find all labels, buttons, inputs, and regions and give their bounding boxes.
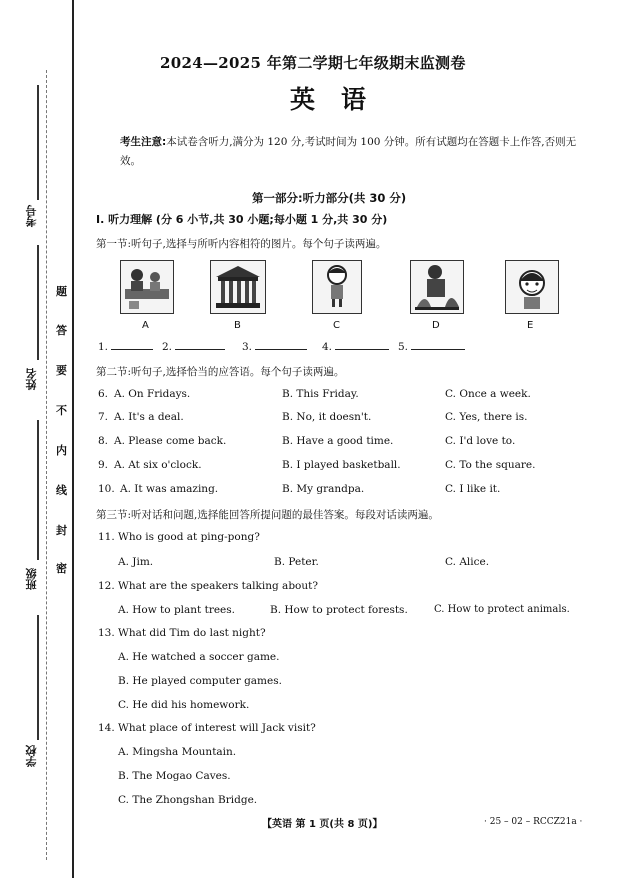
class-label: 班级 — [25, 568, 38, 590]
option-a[interactable]: A. Jim. — [118, 556, 154, 568]
seal-char: 封 — [56, 524, 67, 537]
option-a[interactable]: A. On Fridays. — [114, 388, 191, 400]
exam-title: 2024—2025 年第二学期七年级期末监测卷 — [160, 54, 466, 72]
blank-number: 2. — [162, 341, 173, 353]
notice-label: 考生注意: — [120, 136, 167, 148]
answer-blank-3[interactable] — [242, 341, 307, 353]
answer-blank-4[interactable] — [322, 341, 389, 353]
option-b[interactable]: B. How to protect forests. — [270, 604, 408, 616]
option-a[interactable]: A. It was amazing. — [120, 483, 219, 495]
blank-number: 1. — [98, 341, 109, 353]
question-stem: 12. What are the speakers talking about? — [98, 580, 318, 592]
option-c[interactable]: C. He did his homework. — [118, 699, 250, 711]
option-c[interactable]: C. I like it. — [445, 483, 501, 495]
option-a[interactable]: A. Mingsha Mountain. — [118, 746, 237, 758]
exam-no-label: 考号 — [25, 205, 38, 227]
section-heading: I. 听力理解 (分 6 小节,共 30 小题;每小题 1 分,共 30 分) — [96, 213, 388, 226]
exam-no-field[interactable] — [37, 85, 39, 200]
question-number: 10. — [98, 483, 115, 495]
margin-border-line — [72, 0, 74, 878]
option-c[interactable]: C. Once a week. — [445, 388, 531, 400]
picture-label-b: B — [234, 320, 241, 331]
option-b[interactable]: B. My grandpa. — [282, 483, 365, 495]
binding-margin — [0, 0, 76, 878]
subject-title: 英语 — [290, 85, 393, 114]
school-field[interactable] — [37, 615, 39, 740]
option-b[interactable]: B. Have a good time. — [282, 435, 394, 447]
gardening-icon — [411, 261, 463, 313]
option-c[interactable]: C. To the square. — [445, 459, 536, 471]
notice-text: 本试卷含听力,满分为 120 分,考试时间为 100 分钟。所有试题均在答题卡上作答,否则无效。 — [120, 136, 577, 167]
option-c[interactable]: C. How to protect animals. — [434, 604, 570, 615]
seal-char: 题 — [56, 285, 67, 298]
question-number: 7. — [98, 411, 109, 423]
question-number: 8. — [98, 435, 109, 447]
girl-icon — [313, 261, 361, 313]
answer-blank-5[interactable] — [398, 341, 465, 353]
answer-blank-1[interactable] — [98, 341, 153, 353]
option-a[interactable]: A. He watched a soccer game. — [118, 651, 280, 663]
family-cooking-icon — [121, 261, 173, 313]
blank-number: 3. — [242, 341, 253, 353]
museum-building-icon — [211, 261, 265, 313]
option-b[interactable]: B. I played basketball. — [282, 459, 401, 471]
option-b[interactable]: B. He played computer games. — [118, 675, 282, 687]
picture-label-e: E — [527, 320, 534, 331]
answer-blank-2[interactable] — [162, 341, 225, 353]
sec1-title: 第一节:听句子,选择与所听内容相符的图片。每个句子读两遍。 — [96, 238, 387, 250]
option-c[interactable]: C. I'd love to. — [445, 435, 516, 447]
question-stem: 13. What did Tim do last night? — [98, 627, 266, 639]
seal-char: 答 — [56, 324, 67, 337]
option-a[interactable]: A. It's a deal. — [114, 411, 184, 423]
girl-portrait-icon — [506, 261, 558, 313]
exam-notice — [120, 133, 590, 171]
exam-code: · 25 – 02 – RCCZ21a · — [484, 817, 583, 827]
option-c[interactable]: C. Alice. — [445, 556, 490, 568]
sec2-title: 第二节:听句子,选择恰当的应答语。每个句子读两遍。 — [96, 366, 345, 378]
picture-d — [410, 260, 464, 314]
blank-number: 5. — [398, 341, 409, 353]
question-stem: 14. What place of interest will Jack visit? — [98, 722, 316, 734]
option-c[interactable]: C. Yes, there is. — [445, 411, 528, 423]
option-a[interactable]: A. How to plant trees. — [118, 604, 235, 616]
option-b[interactable]: B. Peter. — [274, 556, 319, 568]
part1-title: 第一部分:听力部分(共 30 分) — [252, 191, 407, 205]
school-label: 学校 — [25, 745, 38, 767]
seal-char: 要 — [56, 364, 67, 377]
picture-label-a: A — [142, 320, 149, 331]
question-stem: 11. Who is good at ping-pong? — [98, 531, 260, 543]
picture-label-d: D — [432, 320, 440, 331]
seal-char: 线 — [56, 484, 67, 497]
class-field[interactable] — [37, 420, 39, 560]
option-a[interactable]: A. Please come back. — [114, 435, 227, 447]
option-c[interactable]: C. The Zhongshan Bridge. — [118, 794, 258, 806]
name-label: 姓名 — [25, 368, 38, 390]
question-number: 6. — [98, 388, 109, 400]
option-b[interactable]: B. No, it doesn't. — [282, 411, 372, 423]
picture-c — [312, 260, 362, 314]
question-number: 9. — [98, 459, 109, 471]
option-b[interactable]: B. The Mogao Caves. — [118, 770, 231, 782]
picture-a — [120, 260, 174, 314]
sec3-title: 第三节:听对话和问题,选择能回答所提问题的最佳答案。每段对话读两遍。 — [96, 509, 439, 521]
picture-label-c: C — [333, 320, 340, 331]
blank-number: 4. — [322, 341, 333, 353]
seal-char: 密 — [56, 562, 67, 575]
dashed-seal-line — [46, 70, 47, 860]
name-field[interactable] — [37, 245, 39, 360]
picture-b — [210, 260, 266, 314]
seal-char: 内 — [56, 444, 67, 457]
option-b[interactable]: B. This Friday. — [282, 388, 359, 400]
seal-char: 不 — [56, 404, 67, 417]
page-number: 【英语 第 1 页(共 8 页)】 — [262, 819, 383, 830]
option-a[interactable]: A. At six o'clock. — [114, 459, 202, 471]
picture-e — [505, 260, 559, 314]
